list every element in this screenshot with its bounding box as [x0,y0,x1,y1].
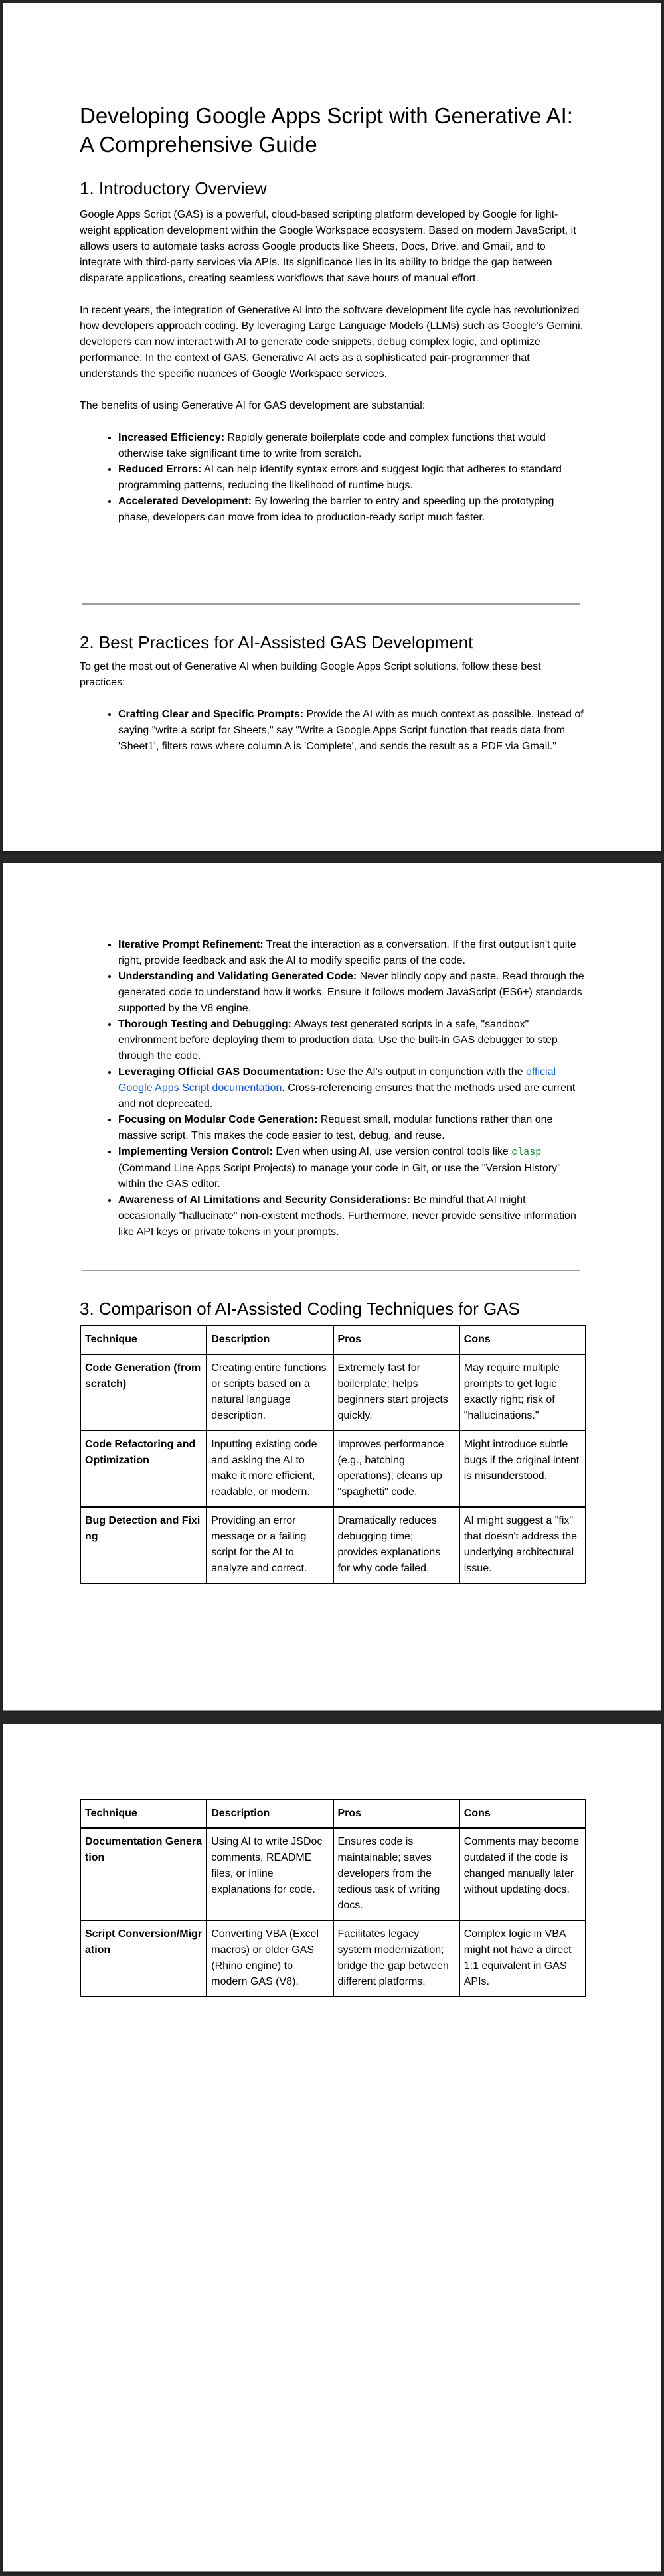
column-header-description: Description [207,1326,333,1354]
benefit-text: AI can help identify syntax errors and suggest logic that adheres to standard programming patterns, reducing the likelihood of runtime bugs. [118,464,562,491]
practice-text-after: . Cross-referencing ensures that the methods used are current and not deprecated. [118,1082,576,1109]
practice-term: Iterative Prompt Refinement: [118,939,264,950]
column-header-cons: Cons [459,1800,586,1828]
pros-cell: Extremely fast for boilerplate; helps beginners start projects quickly. [333,1354,459,1431]
benefits-intro: The benefits of using Generative AI for GAS development are substantial: [80,400,426,411]
technique-cell: Documentation Generation [80,1828,207,1920]
document-title-line-2: A Comprehensive Guide [80,132,317,157]
practice-text: Always test generated scripts in a safe, "sandbox" environment before deploying them to production data. Use the built-in GAS debugger to step through the code. [118,1019,558,1062]
table-row [80,1431,586,1507]
table-row [80,1354,586,1431]
practice-text-after: (Command Line Apps Script Projects) to manage your code in Git, or use the "Version History" within the GAS editor. [118,1163,561,1190]
horizontal-divider [82,603,580,605]
document-page-2 [3,863,661,1711]
list-item [118,494,584,526]
description-cell: Inputting existing code and asking the AI to make it more efficient, readable, or modern. [207,1431,333,1507]
practice-term: Crafting Clear and Specific Prompts: [118,709,304,720]
comparison-table-part-2 [80,1799,586,1997]
document-title-line-1: Developing Google Apps Script with Generative AI: [80,104,573,128]
description-cell: Using AI to write JSDoc comments, README files, or inline explanations for code. [207,1828,333,1920]
cons-cell: AI might suggest a "fix" that doesn't address the underlying architectural issue. [459,1507,586,1583]
table-header-row [80,1800,586,1828]
benefit-text: By lowering the barrier to entry and speeding up the prototyping phase, developers can move from idea to production-ready script much faster. [118,496,554,523]
list-item [118,707,584,754]
document-page-1 [3,3,661,851]
pros-cell: Facilitates legacy system modernization; bridge the gap between different platforms. [333,1920,459,1997]
list-item [118,430,584,462]
section-2-heading: 2. Best Practices for AI-Assisted GAS Development [80,632,473,652]
benefit-term: Reduced Errors: [118,464,202,475]
list-item [118,1017,584,1064]
benefit-term: Accelerated Development: [118,496,252,507]
intro-paragraph-1: Google Apps Script (GAS) is a powerful, cloud-based scripting platform developed by Google for light-weight application development within the Google Workspace ecosystem. Based on modern JavaScript, it allows users to automate tasks across Google products like Sheets, Docs, Drive, and Gmail, and to integrate with third-party services via APIs. Its significance lies in its ability to bridge the gap between disparate applications, creating seamless workflows that save hours of manual effort. [80,209,576,284]
technique-cell: Bug Detection and Fixing [80,1507,207,1583]
table-header-row [80,1326,586,1354]
best-practices-intro: To get the most out of Generative AI when building Google Apps Script solutions, follow these best practices: [80,661,541,688]
column-header-pros: Pros [333,1326,459,1354]
description-cell: Converting VBA (Excel macros) or older GAS (Rhino engine) to modern GAS (V8). [207,1920,333,1997]
technique-cell: Code Generation (from scratch) [80,1354,207,1431]
practice-text-before: Even when using AI, use version control tools like [272,1146,512,1157]
comparison-table-part-1 [80,1325,586,1584]
best-practices-list-part-2 [80,937,584,1240]
list-item [118,969,584,1017]
document-title [80,102,584,159]
section-3-heading: 3. Comparison of AI-Assisted Coding Techniques for GAS [80,1299,520,1319]
column-header-technique: Technique [80,1326,207,1354]
list-item [118,937,584,969]
cons-cell: Comments may become outdated if the code is changed manually later without updating docs. [459,1828,586,1920]
description-cell: Creating entire functions or scripts based on a natural language description. [207,1354,333,1431]
practice-term: Thorough Testing and Debugging: [118,1019,291,1030]
list-item [118,1144,584,1192]
practice-term: Implementing Version Control: [118,1146,273,1157]
section-comparison [80,1298,584,1584]
inline-code-clasp: clasp [511,1147,542,1158]
practice-term: Awareness of AI Limitations and Security Considerations: [118,1194,411,1206]
technique-cell: Code Refactoring and Optimization [80,1431,207,1507]
pros-cell: Ensures code is maintainable; saves developers from the tedious task of writing docs. [333,1828,459,1920]
practice-term: Leveraging Official GAS Documentation: [118,1066,324,1078]
list-item [118,1064,584,1112]
practice-text: Request small, modular functions rather than one massive script. This makes the code easier to test, debug, and reuse. [118,1114,553,1141]
document-title-block [80,102,584,159]
section-best-practices [80,632,584,754]
comparison-table-continued [80,1799,584,1997]
benefit-text: Rapidly generate boilerplate code and complex functions that would otherwise take significant time to write from scratch. [118,432,546,459]
list-item [118,462,584,494]
official-docs-link[interactable]: official Google Apps Script documentation [118,1066,556,1094]
table-row [80,1828,586,1920]
best-practices-continued [80,937,584,1240]
column-header-cons: Cons [459,1326,586,1354]
list-item [118,1192,584,1240]
practice-term: Focusing on Modular Code Generation: [118,1114,318,1125]
pros-cell: Improves performance (e.g., batching operations); cleans up "spaghetti" code. [333,1431,459,1507]
section-introductory-overview [80,178,584,526]
table-row [80,1507,586,1583]
intro-paragraph-2: In recent years, the integration of Generative AI into the software development life cycle has revolutionized how developers approach coding. By leveraging Large Language Models (LLMs) such as Google's Gemini, developers can now interact with AI to generate code snippets, debug complex logic, and optimize performance. In the context of GAS, Generative AI acts as a sophisticated pair-programmer that understands the specific nuances of Google Workspace services. [80,305,584,380]
column-header-pros: Pros [333,1800,459,1828]
cons-cell: Might introduce subtle bugs if the original intent is misunderstood. [459,1431,586,1507]
divider-2-wrap [80,1270,584,1271]
practice-text: Treat the interaction as a conversation. If the first output isn't quite right, provide feedback and ask the AI to modify specific parts of the code. [118,939,576,966]
technique-cell: Script Conversion/Migration [80,1920,207,1997]
cons-cell: May require multiple prompts to get logic exactly right; risk of "hallucinations." [459,1354,586,1431]
document-page-3 [3,1724,661,2572]
pros-cell: Dramatically reduces debugging time; provides explanations for why code failed. [333,1507,459,1583]
column-header-description: Description [207,1800,333,1828]
description-cell: Providing an error message or a failing script for the AI to analyze and correct. [207,1507,333,1583]
horizontal-divider [82,1270,580,1271]
practice-term: Understanding and Validating Generated Code: [118,971,357,982]
table-row [80,1920,586,1997]
practice-text-before: Use the AI's output in conjunction with the [323,1066,526,1078]
list-item [118,1112,584,1144]
practice-text: Never blindly copy and paste. Read through the generated code to understand how it works. Ensure it follows modern JavaScript (ES6+) standards supported by the V8 engine. [118,971,584,1014]
benefit-term: Increased Efficiency: [118,432,225,443]
section-1-heading: 1. Introductory Overview [80,179,267,198]
benefits-list [80,430,584,526]
column-header-technique: Technique [80,1800,207,1828]
best-practices-list-part-1 [80,707,584,754]
practice-text: Provide the AI with as much context as possible. Instead of saying "write a script for Sheets," say "Write a Google Apps Script function that reads data from 'Sheet1', filters rows where column A is 'Complete', and sends the result as a PDF via Gmail." [118,709,584,752]
cons-cell: Complex logic in VBA might not have a direct 1:1 equivalent in GAS APIs. [459,1920,586,1997]
divider-1-wrap [80,603,584,605]
practice-text: Be mindful that AI might occasionally "hallucinate" non-existent methods. Furthermore, never provide sensitive information like API keys or private tokens in your prompts. [118,1194,576,1238]
